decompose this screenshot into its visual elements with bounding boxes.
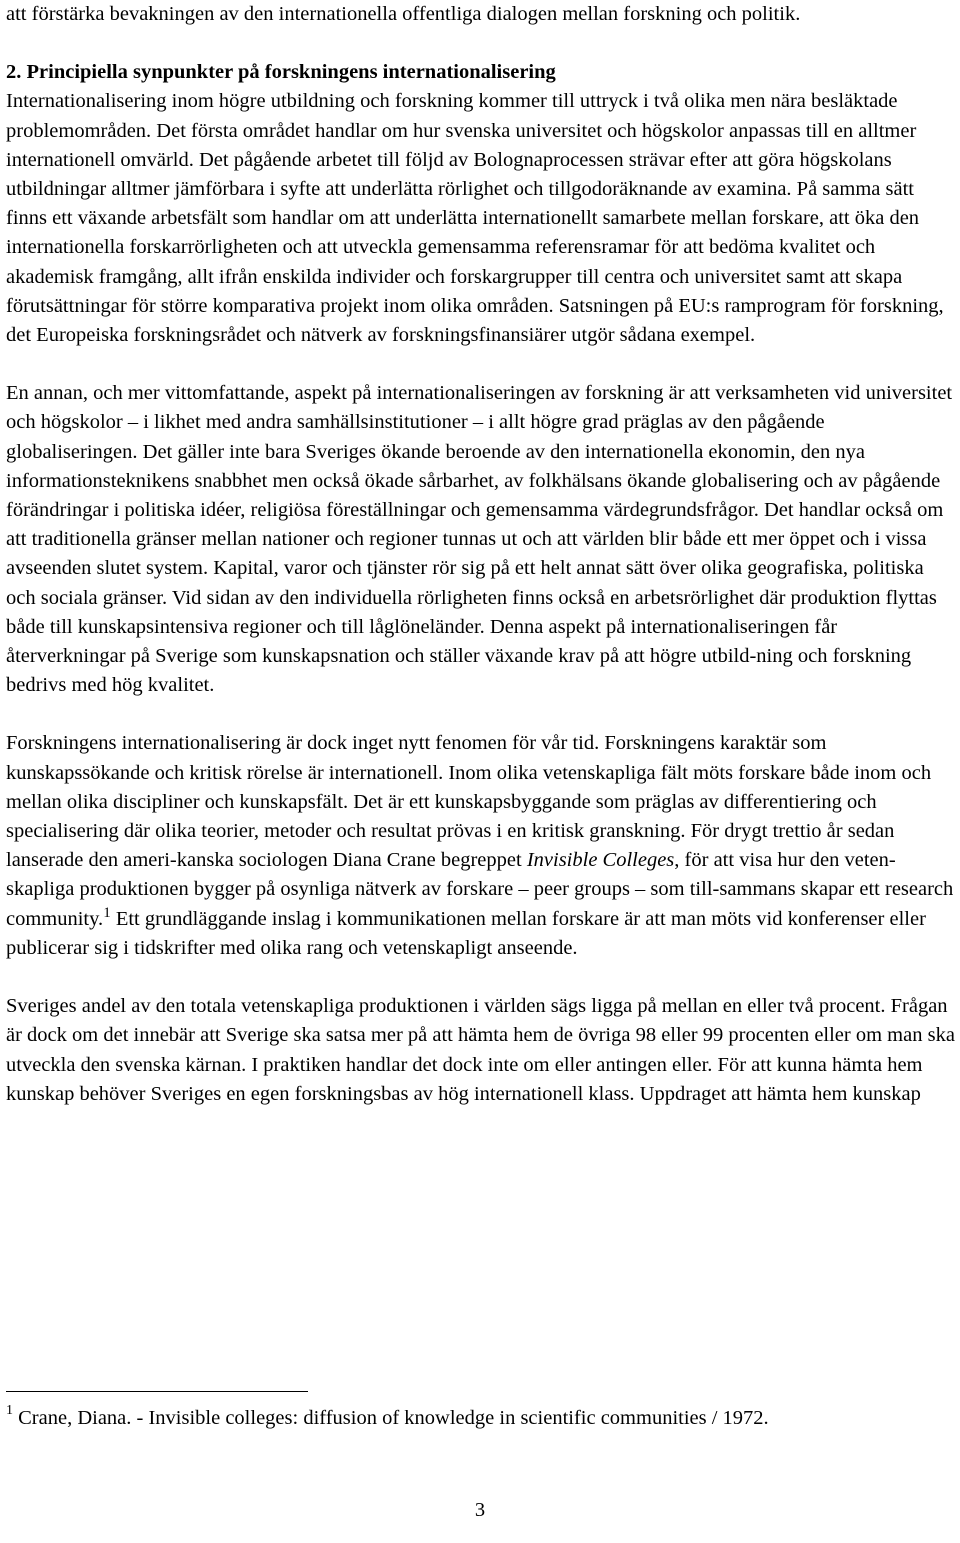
footnote-marker: 1: [6, 1403, 13, 1418]
paragraph-3-part-1: Forskningens internationalisering är dock inget nytt fenomen för vår tid. Forskningens karaktär som kunskapssökande och kritisk rörelse är internationell. Inom olika vetenskapliga fält möts forskare både inom och mellan olika discipliner och kunskapsfält. Det är ett kunskapsbyggande som präglas av differentiering och specialisering där olika teorier, metoder och resultat prövas i en kritisk granskning. För drygt trettio år sedan lanserade den ameri-kanska sociologen Diana Crane begreppet: [6, 732, 932, 872]
body-paragraph-1: Internationalisering inom högre utbildning och forskning kommer till uttryck i två olika men nära besläktade problemområden. Det första området handlar om hur svenska universitet och högskolor anpassas till en alltmer internationell omvärld. Det pågående arbetet till följd av Bolognaprocessen strävar efter att göra högskolans utbildningar alltmer jämförbara i syfte att underlätta rörlighet och tillgodoräknande av examina. På samma sätt finns ett växande arbetsfält som handlar om att underlätta internationellt samarbete mellan forskare, att öka den internationella forskarrörligheten och att utveckla gemensamma referensramar för att bedöma kvalitet och akademisk framgång, allt ifrån enskilda individer och forskargrupper till centra och universitet samt att skapa förutsättningar för större komparativa projekt inom olika områden. Satsningen på EU:s ramprogram för forskning, det Europeiska forskningsrådet och nätverk av forskningsfinansiärer utgör sådana exempel.: [6, 90, 944, 347]
section-2: [6, 58, 956, 350]
body-paragraph-3: [6, 729, 956, 963]
footnote-text: Crane, Diana. - Invisible colleges: diffusion of knowledge in scientific communities / 1972.: [13, 1407, 769, 1429]
footnote: [6, 1404, 956, 1433]
invisible-colleges-term: Invisible Colleges: [526, 849, 675, 872]
paragraph-3-part-3: Ett grundläggande inslag i kommunikationen mellan forskare är att man möts vid konferenser eller publicerar sig i tidskrifter med olika rang och vetenskapligt anseende.: [6, 907, 926, 959]
intro-paragraph: att förstärka bevakningen av den internationella offentliga dialogen mellan forskning och politik.: [6, 3, 801, 25]
section-number: 2.: [6, 61, 22, 84]
body-paragraph-4: Sveriges andel av den totala vetenskapliga produktionen i världen sägs ligga på mellan en eller två procent. Frågan är dock om det innebär att Sverige ska satsa mer på att hämta hem de övriga 98 eller 99 procenten eller om man ska utveckla den svenska kärnan. I praktiken handlar det dock inte om eller antingen eller. För att kunna hämta hem kunskap behöver Sveriges en egen forskningsbas av hög internationell klass. Uppdraget att hämta hem kunskap: [6, 995, 955, 1105]
page-number: 3: [474, 1499, 486, 1521]
body-paragraph-2: En annan, och mer vittomfattande, aspekt på internationaliseringen av forskning är att verksamheten vid universitet och högskolor – i likhet med andra samhällsinstitutioner – i allt högre grad präglas av den pågående globaliseringen. Det gäller inte bara Sveriges ökande beroende av den internationella ekonomin, den nya informationsteknikens snabbhet men också ökade sårbarhet, av folkhälsans ökande globalisering och av pågående förändringar i politiska idéer, religiösa föreställningar och gemensamma värdegrundsfrågor. Det handlar också om att traditionella gränser mellan nationer och regioner tunnas ut och att världen blir både ett mer öppet och i vissa avseenden slutet system. Kapital, varor och tjänster rör sig på ett helt annat sätt över olika geografiska, politiska och sociala gränser. Vid sidan av den individuella rörligheten finns också en arbetsrörlighet där produktion flyttas både till kunskapsintensiva regioner och till låglöneländer. Denna aspekt på internationaliseringen får återverkningar på Sverige som kunskapsnation och ställer växande krav på att högre utbild-ning och forskning bedrivs med hög kvalitet.: [6, 382, 953, 697]
document-page: [6, 0, 956, 1109]
footnote-reference[interactable]: 1: [103, 904, 111, 921]
section-title: Principiella synpunkter på forskningens internationalisering: [26, 61, 556, 84]
section-heading: [6, 58, 956, 87]
footnote-separator: [6, 1391, 308, 1392]
paragraph-3-part-2: , för att visa hur den veten-skapliga produktionen bygger på osynliga nätverk av forskare – peer groups – som till-sammans skapar ett research community.: [6, 849, 954, 930]
